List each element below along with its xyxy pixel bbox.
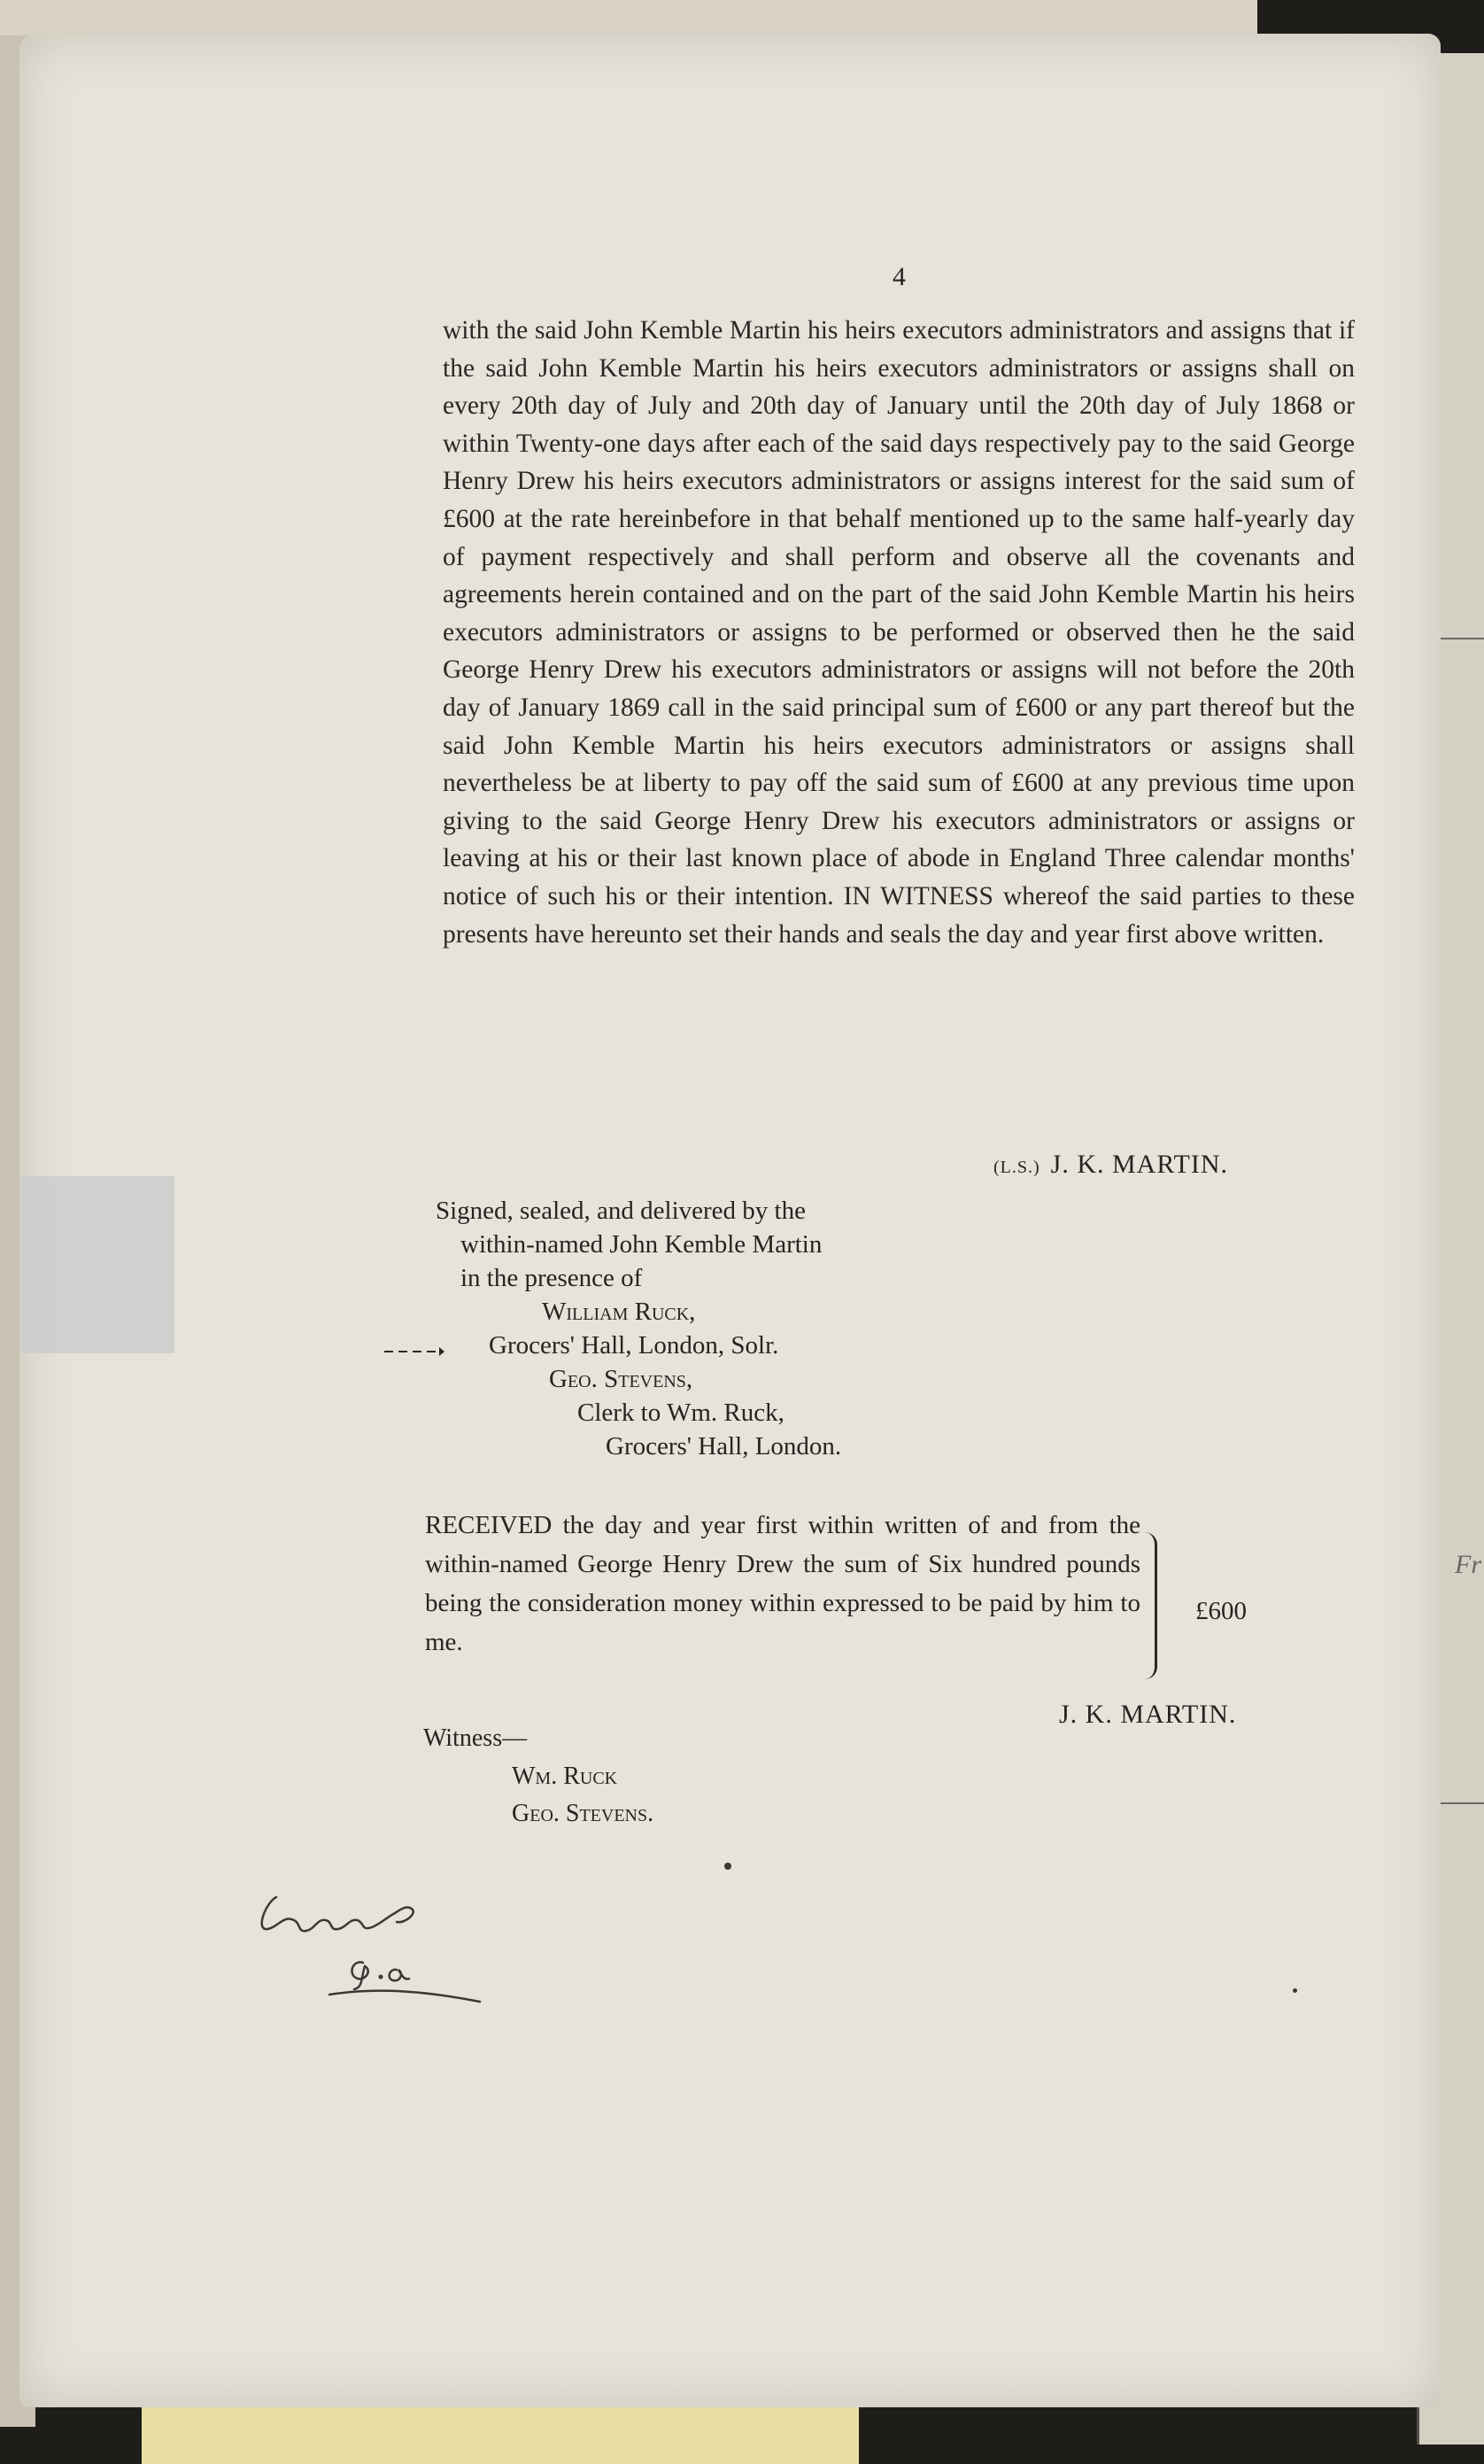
attestation-line: within-named John Kemble Martin: [460, 1230, 823, 1259]
witness2-title: Clerk to Wm. Ruck,: [577, 1399, 785, 1427]
receipt-witness-names: [512, 1758, 653, 1833]
receipt-amount: £600: [1195, 1597, 1247, 1625]
receipt-witness-label: Witness—: [423, 1724, 528, 1752]
receipt-signature: J. K. MARTIN.: [1059, 1700, 1237, 1729]
handwritten-examined-note: [248, 1878, 514, 2019]
ink-dot: [1293, 1988, 1297, 1993]
receipt-brace: [1142, 1532, 1157, 1679]
handwritten-note-text: Exam'd G.A: [248, 1878, 252, 1879]
adjacent-page-text: Fr: [1455, 1550, 1481, 1579]
witness2-address: Grocers' Hall, London.: [606, 1432, 842, 1461]
witness1-address: Grocers' Hall, London, Solr.: [489, 1331, 779, 1360]
signatory-name: J. K. MARTIN.: [1050, 1150, 1229, 1179]
receipt-witness-name: Geo. Stevens.: [512, 1800, 654, 1827]
witness2-name: Geo. Stevens,: [549, 1365, 693, 1393]
deed-body-text: with the said John Kemble Martin his heirs executors administrators and assigns that if the said John Kemble Martin his heirs executors administrators or assigns shall on every 20th day of July and 20th day of January until the 20th day of July 1868 or within Twenty-one days after each of the said days respectively pay to the said George Henry Drew his heirs executors administrators or assigns interest for the said sum of £600 at the rate hereinbefore in that behalf mentioned up to the same half-yearly day of payment respectively and shall perform and observe all the covenants and agreements herein contained and on the part of the said John Kemble Martin his heirs executors administrators or assigns to be performed or observed then he the said George Henry Drew his executors administrators or assigns will not before the 20th day of January 1869 call in the said principal sum of £600 or any part thereof but the said John Kemble Martin his heirs executors administrators or assigns shall nevertheless be at liberty to pay off the said sum of £600 at any previous time upon giving to the said George Henry Drew his executors administrators or assigns or leaving at his or their last known place of abode in England Three calendar months' notice of such his or their intention. IN WITNESS whereof the said parties to these presents have hereunto set their hands and seals the day and year first above written.: [443, 316, 1355, 949]
attestation-line: in the presence of: [460, 1264, 643, 1292]
pencil-arrow-mark: [383, 1343, 444, 1360]
witness1-name: William Ruck,: [542, 1298, 696, 1326]
page-number: 4: [893, 262, 906, 291]
locus-sigilli: (L.S.): [993, 1158, 1040, 1177]
attestation-line: Signed, sealed, and delivered by the: [436, 1197, 806, 1225]
receipt-witness-name: Wm. Ruck: [512, 1763, 618, 1790]
attestation-clause: [436, 1194, 931, 1463]
receipt-clause: RECEIVED the day and year first within written of and from the within-named George Henry Drew the sum of Six hundred pounds being the consideration money within expressed to be paid by him to me.: [425, 1511, 1140, 1656]
seal-signature: [993, 1146, 1228, 1186]
ink-dot: [724, 1863, 731, 1870]
adhesive-tape: [19, 1176, 174, 1353]
